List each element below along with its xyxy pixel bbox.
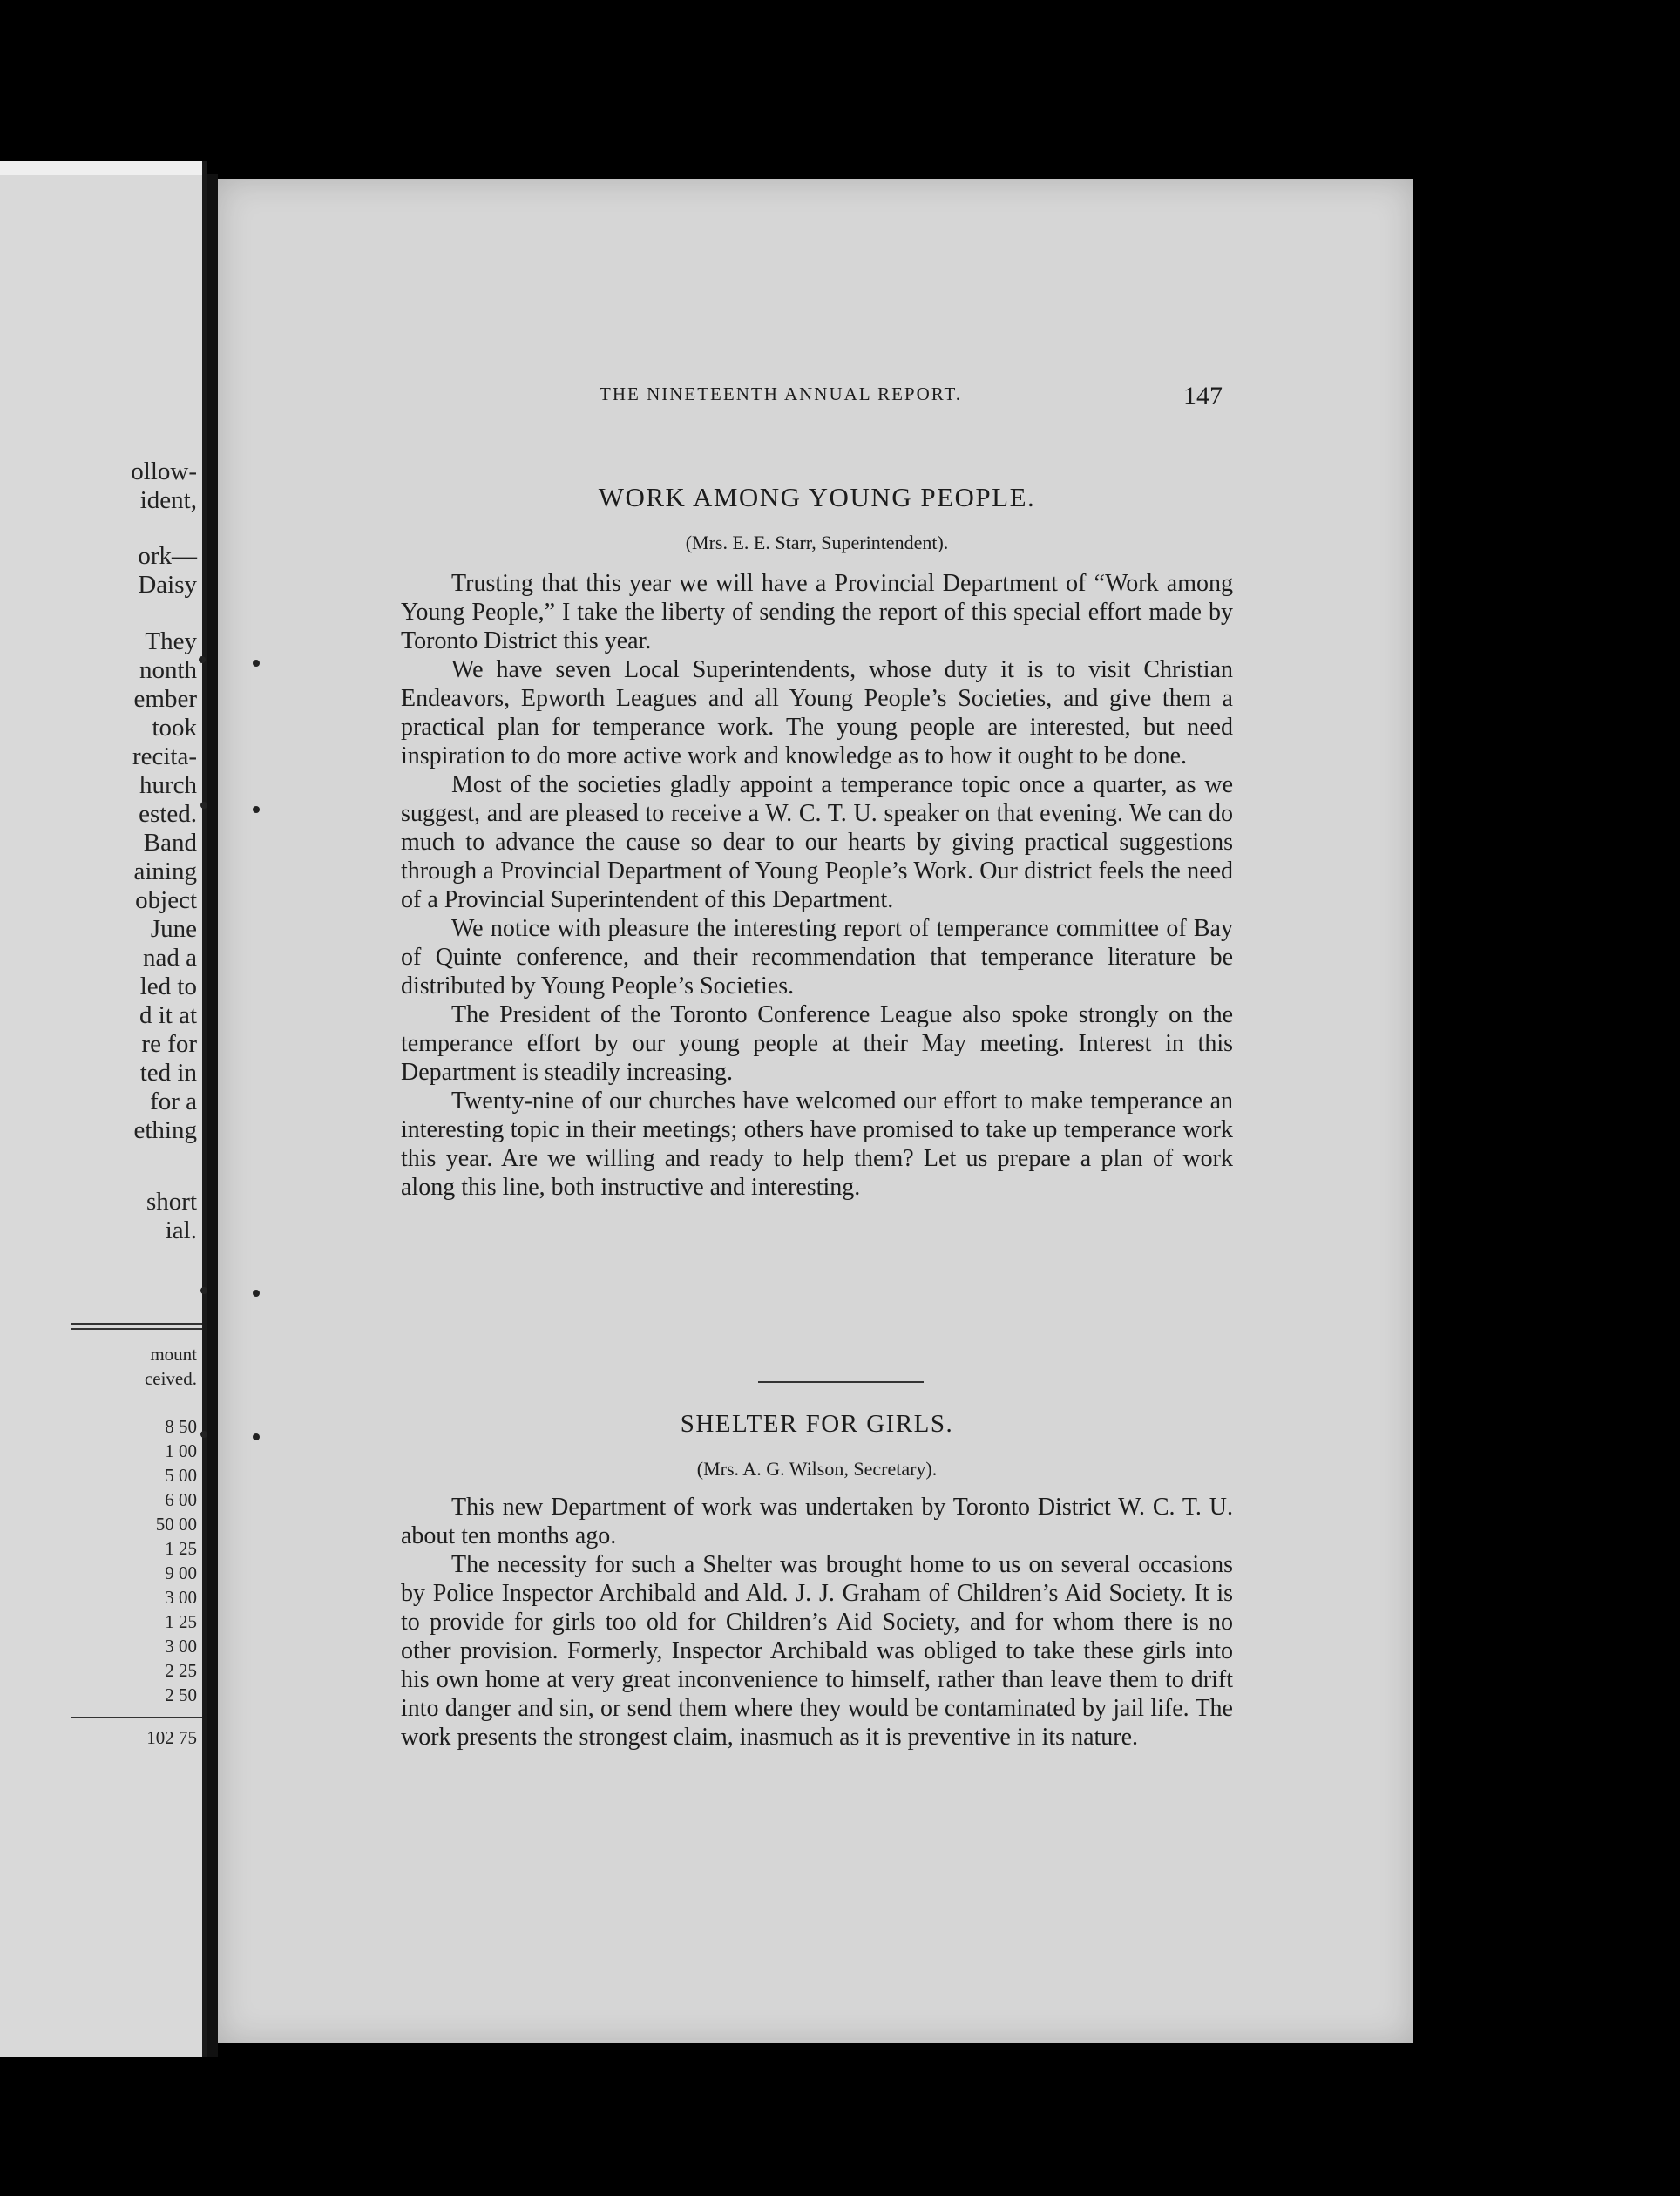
page-edge [0, 161, 202, 175]
table-value: 9 00 [165, 1562, 197, 1583]
table-value: 1 25 [165, 1538, 197, 1559]
left-fragment: d it at [139, 1001, 197, 1029]
left-fragment: ial. [165, 1217, 197, 1244]
left-fragment: ember [133, 685, 197, 713]
paragraph: The President of the Toronto Conference League also spoke strongly on the temperance effort by our young people at their May meeting. Interest in this Department is steadily increasing. [401, 1001, 1233, 1086]
section-body [401, 569, 1233, 1202]
left-facing-page [0, 161, 207, 2057]
margin-mark [200, 1287, 207, 1294]
left-fragment: aining [133, 857, 197, 885]
book-gutter [207, 174, 218, 2057]
table-value: 50 00 [155, 1514, 197, 1535]
table-rule [71, 1323, 202, 1325]
left-fragment: ted in [139, 1059, 197, 1087]
left-fragment: recita- [132, 742, 197, 770]
margin-mark [199, 656, 206, 663]
left-fragment: ested. [139, 800, 197, 828]
left-fragment: They [145, 627, 197, 655]
left-fragment: for a [150, 1088, 197, 1115]
table-rule [71, 1717, 202, 1718]
main-page [218, 179, 1413, 2044]
margin-mark [200, 1431, 207, 1438]
left-fragment: ething [133, 1116, 197, 1144]
section-byline: (Mrs. E. E. Starr, Superintendent). [685, 532, 949, 553]
table-value: 1 25 [165, 1611, 197, 1632]
left-fragment: nonth [139, 656, 197, 684]
paragraph: This new Department of work was undertaken by Toronto District W. C. T. U. about ten months ago. [401, 1494, 1233, 1549]
left-fragment: re for [141, 1030, 197, 1058]
section-title: WORK AMONG YOUNG PEOPLE. [598, 482, 1036, 512]
table-value: 3 00 [165, 1587, 197, 1608]
left-fragment: short [146, 1188, 197, 1216]
margin-mark [253, 1434, 260, 1440]
section-body [401, 1493, 1233, 1752]
table-rule [71, 1328, 202, 1330]
left-fragment: led to [139, 973, 197, 1000]
paragraph: Twenty-nine of our churches have welcomed our effort to make temperance an interesting topic in their meetings; others have promised to take up temperance work this year. Are we willing and ready to help them? Let us prepare a plan of work along this line, both instructive and interesting. [401, 1088, 1233, 1201]
table-value: 2 25 [165, 1660, 197, 1681]
left-fragment: took [152, 714, 197, 742]
table-value: 6 00 [165, 1489, 197, 1510]
paragraph: Trusting that this year we will have a Provincial Department of “Work among Young People,” I take the liberty of sending the report of this special effort made by Toronto District this year. [401, 570, 1233, 654]
paragraph: We notice with pleasure the interesting report of temperance committee of Bay of Quinte conference, and their recommendation that temperance literature be distributed by Young People’s Societies. [401, 915, 1233, 1000]
section-byline: (Mrs. A. G. Wilson, Secretary). [696, 1458, 938, 1480]
table-value: 8 50 [165, 1416, 197, 1437]
left-fragment: Band [143, 829, 197, 857]
left-fragment: ork— [138, 542, 197, 570]
table-value: 3 00 [165, 1636, 197, 1657]
section-title: SHELTER FOR GIRLS. [680, 1410, 954, 1438]
running-head: THE NINETEENTH ANNUAL REPORT. [600, 383, 963, 404]
paragraph: Most of the societies gladly appoint a temperance topic once a quarter, as we suggest, and are pleased to receive a W. C. T. U. speaker on that evening. We can do much to advance the cause so dear to our hearts by giving practical suggestions through a Provincial Department of Young People’s Work. Our district feels the need of a Provincial Superintendent of this Department. [401, 771, 1233, 913]
left-fragment: ident, [139, 486, 197, 514]
left-fragment: nad a [143, 944, 197, 972]
left-fragment: Daisy [138, 571, 197, 599]
left-fragment: object [135, 886, 197, 914]
table-value: 5 00 [165, 1465, 197, 1486]
left-fragment: June [150, 915, 197, 943]
margin-mark [253, 660, 260, 667]
paragraph: We have seven Local Superintendents, whose duty it is to visit Christian Endeavors, Epworth Leagues and all Young People’s Societies, and give them a practical plan for temperance work. The young people are interested, but need inspiration to do more active work and knowledge as to how it ought to be done. [401, 656, 1233, 769]
margin-mark [200, 802, 207, 809]
left-fragment: ollow- [131, 458, 197, 485]
page-number: 147 [1183, 382, 1223, 410]
table-total: 102 75 [146, 1727, 197, 1748]
margin-mark [253, 806, 260, 813]
left-fragment: hurch [139, 771, 197, 799]
margin-mark [253, 1290, 260, 1297]
paragraph: The necessity for such a Shelter was brought home to us on several occasions by Police Inspector Archibald and Ald. J. J. Graham of Children’s Aid Society. It is to provide for girls too old for Children’s Aid Society, and for whom there is no other provision. Formerly, Inspector Archibald was obliged to take these girls into his own home at very great inconvenience to himself, rather than leave them to drift into danger and sin, or send them where they would be contaminated by jail life. The work presents the strongest claim, inasmuch as it is preventive in its nature. [401, 1551, 1233, 1751]
table-header: ceived. [144, 1368, 197, 1389]
section-divider [758, 1381, 924, 1383]
table-value: 2 50 [165, 1684, 197, 1705]
table-header: mount [150, 1344, 197, 1365]
table-value: 1 00 [165, 1440, 197, 1461]
